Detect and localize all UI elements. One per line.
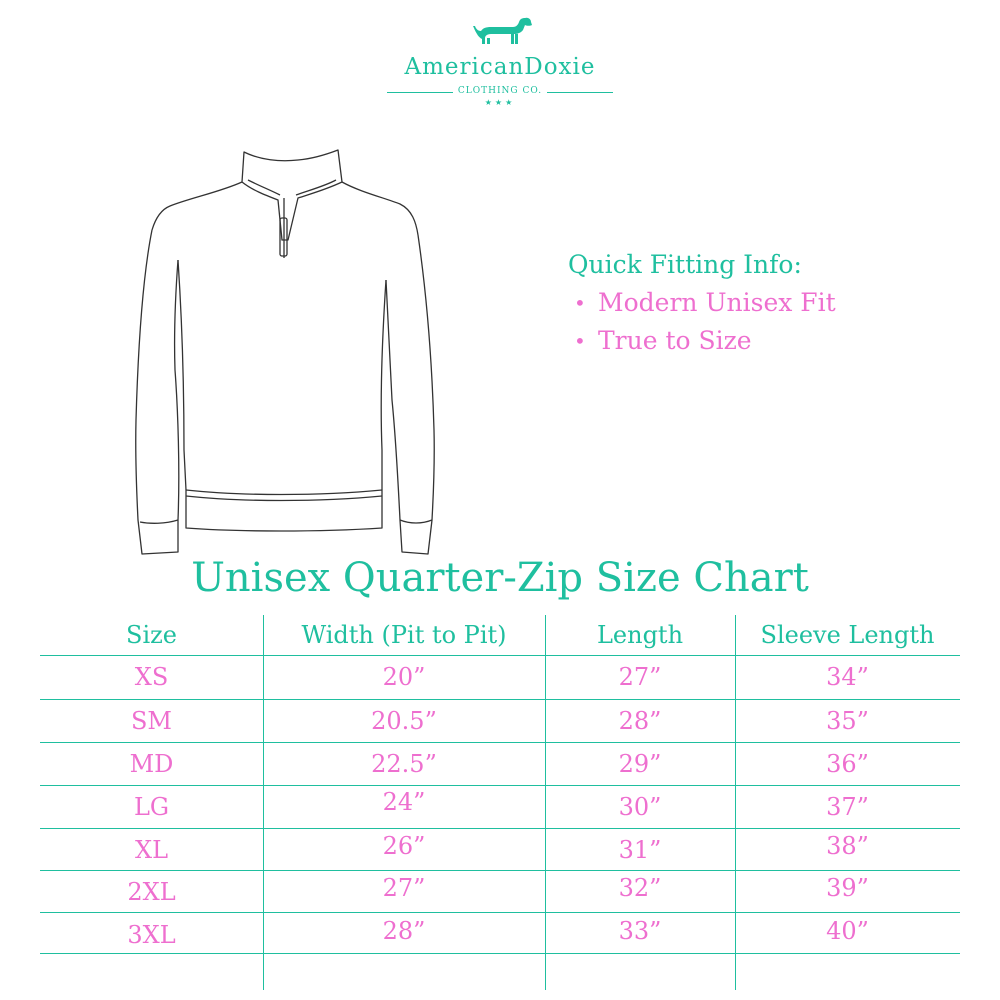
table-cell-sleeve-length: 37” (826, 793, 869, 821)
table-cell-length: 29” (618, 750, 662, 778)
table-row-divider (40, 953, 960, 954)
brand-logo (385, 14, 615, 107)
quarter-zip-sweater-illustration (120, 140, 450, 570)
table-cell-sleeve-length: 34” (826, 663, 869, 691)
table-cell-width: 22.5” (371, 750, 437, 778)
dachshund-icon (473, 14, 533, 50)
table-cell-length: 31” (618, 836, 662, 864)
table-cell-sleeve-length: 40” (826, 917, 869, 945)
column-header-length: Length (596, 621, 684, 649)
table-row-divider (40, 742, 960, 743)
table-row-divider (40, 699, 960, 700)
table-cell-sleeve-length: 39” (826, 874, 869, 902)
table-row-divider (40, 912, 960, 913)
table-cell-sleeve-length: 36” (826, 750, 869, 778)
size-table (40, 615, 960, 995)
table-cell-size: LG (133, 793, 170, 821)
table-cell-width: 20.5” (371, 707, 437, 735)
table-cell-sleeve-length: 35” (826, 707, 869, 735)
brand-name: AmericanDoxie (404, 54, 596, 80)
table-cell-length: 30” (618, 793, 662, 821)
table-cell-size: 2XL (127, 878, 176, 906)
table-cell-size: XS (134, 663, 169, 691)
table-cell-length: 27” (618, 663, 662, 691)
table-cell-length: 32” (618, 874, 662, 902)
table-cell-size: MD (129, 750, 174, 778)
table-cell-width: 27” (382, 874, 426, 902)
fitting-info-list (568, 288, 836, 364)
table-cell-size: 3XL (127, 921, 176, 949)
table-cell-size: XL (134, 836, 169, 864)
table-cell-length: 28” (618, 707, 662, 735)
table-cell-sleeve-length: 38” (826, 832, 869, 860)
brand-subtitle: CLOTHING CO. (457, 86, 543, 96)
fitting-info (568, 250, 836, 364)
table-cell-length: 33” (618, 917, 662, 945)
table-cell-width: 28” (382, 917, 426, 945)
fitting-info-title: Quick Fitting Info: (568, 250, 802, 279)
table-cell-size: SM (130, 707, 172, 735)
fitting-info-item: • Modern Unisex Fit (574, 288, 836, 317)
table-cell-width: 20” (382, 663, 426, 691)
column-header-sleeve-length: Sleeve Length (760, 621, 935, 649)
bullet-icon: • (574, 329, 586, 353)
brand-stars: ★★★ (484, 98, 516, 107)
fitting-info-item: • True to Size (574, 326, 752, 355)
logo-divider-right (547, 92, 613, 93)
column-header-size: Size (126, 621, 177, 649)
bullet-icon: • (574, 291, 586, 315)
size-chart-title: Unisex Quarter-Zip Size Chart (191, 555, 809, 601)
table-cell-width: 26” (382, 832, 426, 860)
column-header-width: Width (Pit to Pit) (301, 621, 507, 649)
table-row-divider (40, 655, 960, 656)
table-cell-width: 24” (382, 788, 426, 816)
